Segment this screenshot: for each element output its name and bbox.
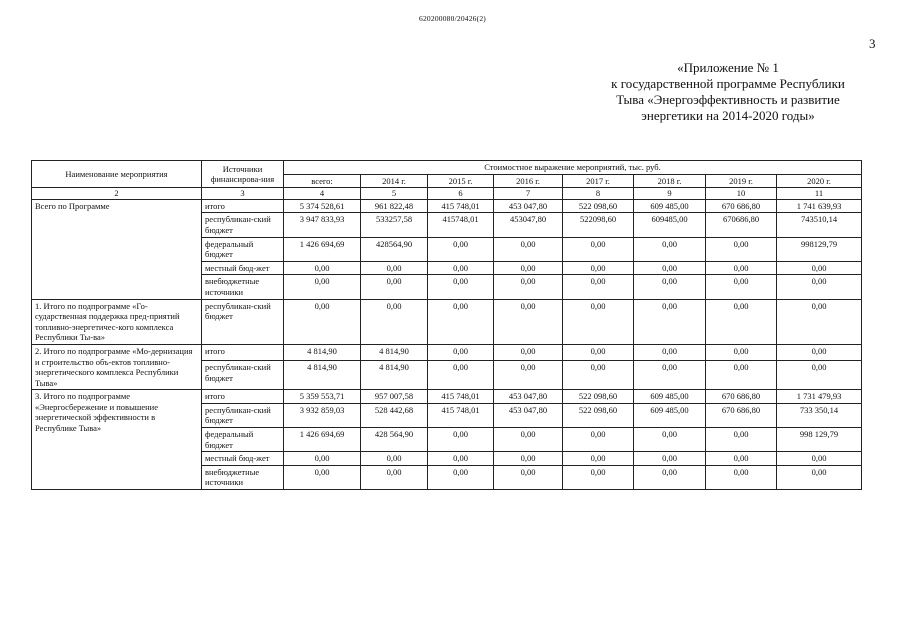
amount-cell: 0,00 (634, 361, 706, 390)
amount-cell: 0,00 (706, 465, 777, 489)
amount-cell: 0,00 (634, 428, 706, 452)
amount-cell: 3 947 833,93 (284, 213, 361, 237)
amount-cell: 0,00 (494, 299, 563, 344)
funding-source-cell: местный бюд-жет (202, 452, 284, 466)
amount-cell: 0,00 (634, 237, 706, 261)
amount-cell: 4 814,90 (361, 344, 428, 360)
amount-cell: 4 814,90 (284, 361, 361, 390)
funding-source-cell: внебюджетные источники (202, 465, 284, 489)
page-number: 3 (869, 36, 876, 51)
amount-cell: 998129,79 (777, 237, 862, 261)
amount-cell: 0,00 (494, 275, 563, 299)
amount-cell: 670 686,80 (706, 403, 777, 427)
amount-cell: 670686,80 (706, 213, 777, 237)
amount-cell: 1 731 479,93 (777, 390, 862, 404)
header-source: Источники финансирова-ния (202, 161, 284, 188)
amount-cell: 0,00 (428, 361, 494, 390)
amount-cell: 0,00 (706, 261, 777, 275)
amount-cell: 5 374 528,61 (284, 199, 361, 213)
amount-cell: 0,00 (706, 275, 777, 299)
amount-cell: 0,00 (563, 344, 634, 360)
amount-cell: 0,00 (284, 452, 361, 466)
table-body (32, 188, 862, 490)
amount-cell: 609 485,00 (634, 199, 706, 213)
amount-cell: 453 047,80 (494, 390, 563, 404)
header-total: всего: (284, 174, 361, 188)
amount-cell: 0,00 (361, 275, 428, 299)
column-index: 4 (284, 188, 361, 200)
amount-cell: 522098,60 (563, 213, 634, 237)
amount-cell: 0,00 (284, 465, 361, 489)
amount-cell: 0,00 (284, 261, 361, 275)
amount-cell: 428564,90 (361, 237, 428, 261)
funding-source-cell: федеральный бюджет (202, 237, 284, 261)
amount-cell: 0,00 (428, 452, 494, 466)
program-name-cell: 3. Итого по подпрограмме «Энергосбережение и повышение энергетической эффективности в Республике Тыва» (32, 390, 202, 490)
amount-cell: 453 047,80 (494, 199, 563, 213)
annex-line-3: Тыва «Энергоэффективность и развитие (616, 92, 840, 107)
amount-cell: 3 932 859,03 (284, 403, 361, 427)
amount-cell: 609485,00 (634, 213, 706, 237)
amount-cell: 4 814,90 (284, 344, 361, 360)
amount-cell: 998 129,79 (777, 428, 862, 452)
document-id: 620200080/20426(2) (419, 14, 486, 23)
header-name: Наименование мероприятия (32, 161, 202, 188)
funding-source-cell: итого (202, 390, 284, 404)
amount-cell: 0,00 (634, 465, 706, 489)
funding-source-cell: республикан-ский бюджет (202, 361, 284, 390)
amount-cell: 0,00 (428, 465, 494, 489)
amount-cell: 0,00 (777, 361, 862, 390)
header-cost-group: Стоимостное выражение мероприятий, тыс. руб. (284, 161, 862, 175)
amount-cell: 0,00 (634, 275, 706, 299)
table-row (32, 344, 862, 360)
header-year: 2018 г. (634, 174, 706, 188)
amount-cell: 5 359 553,71 (284, 390, 361, 404)
funding-source-cell: республикан-ский бюджет (202, 403, 284, 427)
amount-cell: 0,00 (706, 361, 777, 390)
amount-cell: 0,00 (494, 344, 563, 360)
amount-cell: 0,00 (494, 428, 563, 452)
amount-cell: 0,00 (634, 299, 706, 344)
amount-cell: 428 564,90 (361, 428, 428, 452)
header-year: 2020 г. (777, 174, 862, 188)
amount-cell: 1 426 694,69 (284, 428, 361, 452)
amount-cell: 609 485,00 (634, 403, 706, 427)
amount-cell: 0,00 (494, 361, 563, 390)
column-index: 3 (202, 188, 284, 200)
amount-cell: 0,00 (634, 452, 706, 466)
amount-cell: 4 814,90 (361, 361, 428, 390)
column-index: 5 (361, 188, 428, 200)
amount-cell: 0,00 (494, 452, 563, 466)
amount-cell: 522 098,60 (563, 403, 634, 427)
funding-source-cell: итого (202, 199, 284, 213)
header-year: 2016 г. (494, 174, 563, 188)
funding-table (31, 160, 862, 490)
amount-cell: 0,00 (706, 299, 777, 344)
amount-cell: 0,00 (361, 299, 428, 344)
amount-cell: 0,00 (563, 237, 634, 261)
amount-cell: 0,00 (706, 452, 777, 466)
amount-cell: 0,00 (563, 275, 634, 299)
amount-cell: 528 442,68 (361, 403, 428, 427)
amount-cell: 453047,80 (494, 213, 563, 237)
amount-cell: 0,00 (428, 261, 494, 275)
table-row (32, 390, 862, 404)
amount-cell: 522 098,60 (563, 199, 634, 213)
amount-cell: 0,00 (777, 344, 862, 360)
amount-cell: 1 426 694,69 (284, 237, 361, 261)
amount-cell: 415 748,01 (428, 403, 494, 427)
header-year: 2014 г. (361, 174, 428, 188)
column-index: 9 (634, 188, 706, 200)
funding-source-cell: республикан-ский бюджет (202, 213, 284, 237)
amount-cell: 0,00 (563, 452, 634, 466)
amount-cell: 0,00 (706, 237, 777, 261)
amount-cell: 533257,58 (361, 213, 428, 237)
amount-cell: 0,00 (284, 299, 361, 344)
column-index: 10 (706, 188, 777, 200)
column-index: 6 (428, 188, 494, 200)
annex-header (560, 60, 896, 124)
amount-cell: 0,00 (706, 428, 777, 452)
column-index: 2 (32, 188, 202, 200)
funding-source-cell: республикан-ский бюджет (202, 299, 284, 344)
column-index-row (32, 188, 862, 200)
amount-cell: 0,00 (563, 261, 634, 275)
amount-cell: 0,00 (777, 452, 862, 466)
funding-source-cell: федеральный бюджет (202, 428, 284, 452)
amount-cell: 0,00 (777, 465, 862, 489)
annex-line-4: энергетики на 2014-2020 годы» (641, 108, 815, 123)
amount-cell: 0,00 (361, 261, 428, 275)
amount-cell: 670 686,80 (706, 390, 777, 404)
amount-cell: 961 822,48 (361, 199, 428, 213)
annex-line-2: к государственной программе Республики (611, 76, 845, 91)
amount-cell: 0,00 (428, 344, 494, 360)
amount-cell: 0,00 (563, 361, 634, 390)
amount-cell: 0,00 (634, 344, 706, 360)
amount-cell: 0,00 (361, 452, 428, 466)
annex-line-1: «Приложение № 1 (677, 60, 779, 75)
amount-cell: 1 741 639,93 (777, 199, 862, 213)
column-index: 7 (494, 188, 563, 200)
table-row (32, 299, 862, 344)
column-index: 8 (563, 188, 634, 200)
amount-cell: 0,00 (777, 299, 862, 344)
amount-cell: 0,00 (563, 465, 634, 489)
amount-cell: 0,00 (777, 275, 862, 299)
amount-cell: 522 098,60 (563, 390, 634, 404)
amount-cell: 415748,01 (428, 213, 494, 237)
header-year: 2015 г. (428, 174, 494, 188)
header-year: 2019 г. (706, 174, 777, 188)
amount-cell: 733 350,14 (777, 403, 862, 427)
table-row (32, 199, 862, 213)
funding-source-cell: местный бюд-жет (202, 261, 284, 275)
amount-cell: 609 485,00 (634, 390, 706, 404)
amount-cell: 0,00 (563, 299, 634, 344)
amount-cell: 0,00 (634, 261, 706, 275)
amount-cell: 957 007,58 (361, 390, 428, 404)
program-name-cell: Всего по Программе (32, 199, 202, 299)
column-index: 11 (777, 188, 862, 200)
amount-cell: 743510,14 (777, 213, 862, 237)
amount-cell: 0,00 (428, 428, 494, 452)
amount-cell: 670 686,80 (706, 199, 777, 213)
amount-cell: 0,00 (428, 275, 494, 299)
header-year: 2017 г. (563, 174, 634, 188)
amount-cell: 0,00 (494, 465, 563, 489)
amount-cell: 0,00 (563, 428, 634, 452)
funding-source-cell: внебюджетные источники (202, 275, 284, 299)
amount-cell: 453 047,80 (494, 403, 563, 427)
amount-cell: 0,00 (494, 261, 563, 275)
amount-cell: 0,00 (777, 261, 862, 275)
amount-cell: 0,00 (706, 344, 777, 360)
amount-cell: 0,00 (428, 237, 494, 261)
program-name-cell: 1. Итого по подпрограмме «Го-сударственная поддержка пред-приятий топливно-энергетичес-кого комплекса Республики Ты-ва» (32, 299, 202, 344)
amount-cell: 415 748,01 (428, 390, 494, 404)
program-name-cell: 2. Итого по подпрограмме «Мо-дернизация и строительство объ-ектов топливно-энергетического комплекса Республики Тыва» (32, 344, 202, 389)
amount-cell: 0,00 (361, 465, 428, 489)
amount-cell: 0,00 (284, 275, 361, 299)
funding-source-cell: итого (202, 344, 284, 360)
amount-cell: 0,00 (428, 299, 494, 344)
amount-cell: 0,00 (494, 237, 563, 261)
amount-cell: 415 748,01 (428, 199, 494, 213)
